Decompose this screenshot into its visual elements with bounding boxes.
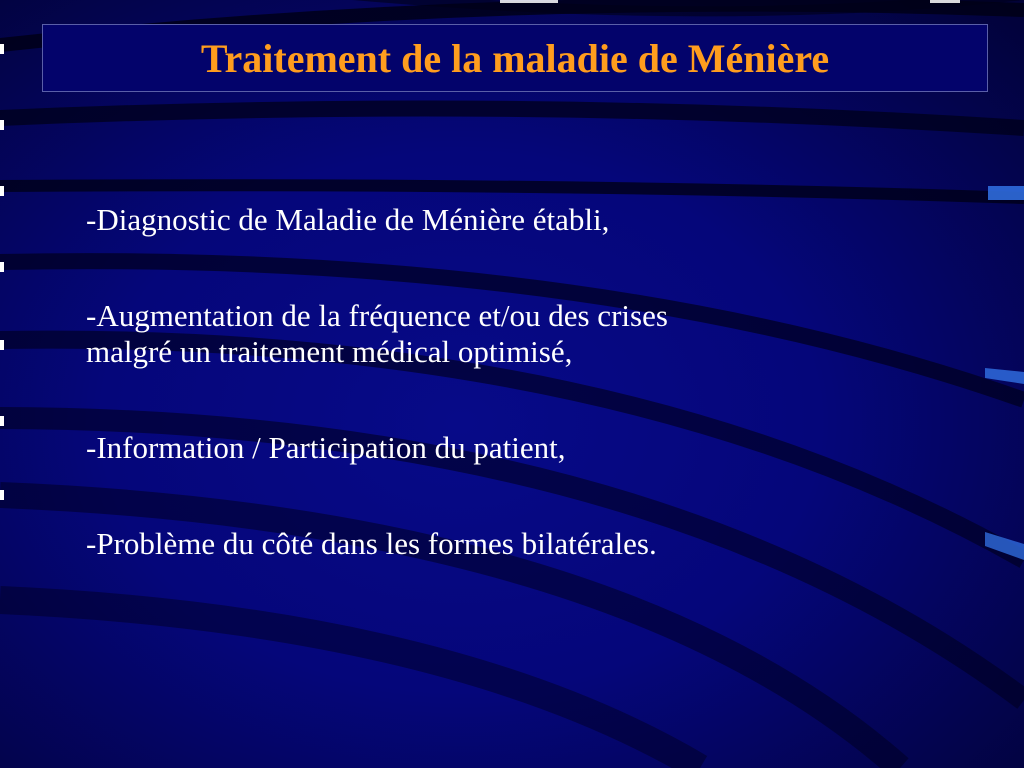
- slide-title: Traitement de la maladie de Ménière: [200, 35, 830, 81]
- bullet-line: -Problème du côté dans les formes bilatérales.: [86, 526, 657, 561]
- bullet-line: -Augmentation de la fréquence et/ou des crises: [86, 298, 668, 333]
- bullet-line: malgré un traitement médical optimisé,: [86, 334, 573, 369]
- title-box: [42, 24, 988, 92]
- bullet-paragraph: [86, 430, 906, 466]
- bullet-paragraph: [86, 202, 906, 238]
- bullet-line: -Information / Participation du patient,: [86, 430, 566, 465]
- slide-body: [86, 202, 906, 562]
- bullet-line: -Diagnostic de Maladie de Ménière établi,: [86, 202, 610, 237]
- bullet-paragraph: [86, 298, 906, 370]
- bullet-paragraph: [86, 526, 906, 562]
